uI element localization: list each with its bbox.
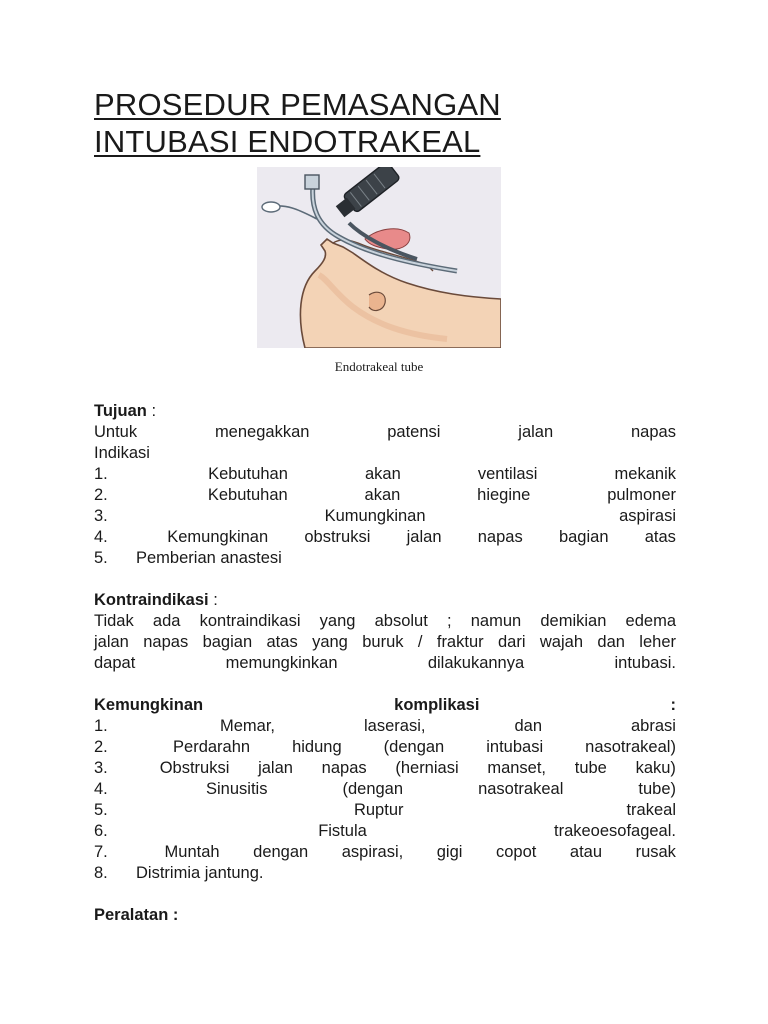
komplikasi-item <box>94 737 676 758</box>
word: komplikasi <box>394 696 480 714</box>
item-number: 5. <box>94 549 108 567</box>
word: pulmoner <box>607 486 676 504</box>
word: Kebutuhan <box>207 486 288 504</box>
word: menegakkan <box>214 423 310 441</box>
word: Pemberian anastesi <box>136 549 282 567</box>
item-number: 6. <box>94 822 108 840</box>
word: : <box>670 696 676 714</box>
item-number: 3. <box>94 759 108 777</box>
word: atas <box>644 528 676 546</box>
word: napas <box>631 423 676 441</box>
tujuan-text <box>94 422 676 443</box>
word: Kemungkinan <box>167 528 269 546</box>
word: tube <box>574 759 607 777</box>
word: Perdarahn <box>173 738 251 756</box>
indikasi-item <box>94 464 676 485</box>
word: Obstruksi <box>159 759 230 777</box>
item-number: 2. <box>94 738 108 756</box>
tujuan-section <box>94 401 676 569</box>
word: ventilasi <box>477 465 538 483</box>
word: dan <box>514 717 542 735</box>
word: obstruksi <box>304 528 371 546</box>
word: akan <box>364 486 401 504</box>
figure-caption: Endotrakeal tube <box>334 359 424 374</box>
word: memungkinkan <box>225 654 338 672</box>
word: Sinusitis <box>206 780 268 798</box>
item-number: 2. <box>94 486 108 504</box>
kontraindikasi-colon: : <box>208 591 218 609</box>
komplikasi-item <box>94 716 676 737</box>
word: Fistula <box>318 822 367 840</box>
word: mekanik <box>614 465 676 483</box>
item-number: 1. <box>94 465 108 483</box>
word: copot <box>495 843 537 861</box>
item-number: 4. <box>94 780 108 798</box>
word: hidung <box>292 738 342 756</box>
word: intubasi. <box>614 654 676 672</box>
indikasi-heading-text: Indikasi <box>94 444 150 462</box>
word: aspirasi <box>619 507 676 525</box>
word: nasotrakeal) <box>585 738 676 756</box>
kontraindikasi-line-3 <box>94 653 676 674</box>
word: Kebutuhan <box>208 465 288 483</box>
komplikasi-item <box>94 821 676 842</box>
word: abrasi <box>631 717 676 735</box>
word: (herniasi <box>395 759 459 777</box>
word: hiegine <box>477 486 531 504</box>
item-number: 7. <box>94 843 108 861</box>
word: Untuk <box>94 423 138 441</box>
komplikasi-item <box>94 800 676 821</box>
word: gigi <box>436 843 463 861</box>
komplikasi-item <box>94 842 676 863</box>
kontraindikasi-heading-line <box>94 590 676 611</box>
indikasi-item <box>94 548 676 569</box>
komplikasi-section <box>94 695 676 884</box>
title-line-2: INTUBASI ENDOTRAKEAL <box>94 124 481 159</box>
item-number: 1. <box>94 717 108 735</box>
word: jalan <box>406 528 442 546</box>
word: dapat <box>94 654 136 672</box>
komplikasi-item <box>94 863 676 884</box>
word: Ruptur <box>353 801 404 819</box>
word: akan <box>364 465 401 483</box>
word: rusak <box>635 843 676 861</box>
word: napas <box>321 759 367 777</box>
peralatan-section <box>94 905 676 926</box>
word: napas <box>477 528 523 546</box>
word: kaku) <box>635 759 676 777</box>
word: Kemungkinan <box>94 696 204 714</box>
word: jalan <box>518 423 554 441</box>
kontraindikasi-line-1: Tidak ada kontraindikasi yang absolut ; namun demikian edema <box>94 612 676 630</box>
peralatan-heading: Peralatan : <box>94 906 179 924</box>
tujuan-colon: : <box>146 402 157 420</box>
word: Distrimia jantung. <box>136 864 264 882</box>
endotracheal-tube-illustration <box>257 167 501 348</box>
word: bagian <box>558 528 609 546</box>
word: dengan <box>253 843 309 861</box>
word: Muntah <box>164 843 220 861</box>
item-number: 5. <box>94 801 108 819</box>
word: trakeoesofageal. <box>553 822 676 840</box>
kontraindikasi-section <box>94 590 676 674</box>
word: (dengan <box>383 738 445 756</box>
word: trakeal <box>626 801 676 819</box>
word: (dengan <box>342 780 404 798</box>
kontraindikasi-heading: Kontraindikasi <box>94 591 209 609</box>
word: intubasi <box>486 738 544 756</box>
word: atau <box>569 843 603 861</box>
indikasi-heading <box>94 443 676 464</box>
word: laserasi, <box>364 717 426 735</box>
word: patensi <box>387 423 441 441</box>
word: manset, <box>487 759 547 777</box>
komplikasi-item <box>94 779 676 800</box>
word: jalan <box>258 759 293 777</box>
tujuan-heading-line <box>94 401 676 422</box>
word: nasotrakeal <box>478 780 564 798</box>
kontraindikasi-line-2: jalan napas bagian atas yang buruk / fraktur dari wajah dan leher <box>94 633 676 651</box>
word: tube) <box>638 780 676 798</box>
page-title <box>94 86 654 160</box>
word: Memar, <box>220 717 276 735</box>
item-number: 3. <box>94 507 108 525</box>
indikasi-item <box>94 485 676 506</box>
tujuan-heading: Tujuan <box>94 402 147 420</box>
word: aspirasi, <box>341 843 404 861</box>
komplikasi-heading <box>94 695 676 716</box>
word: Kumungkinan <box>324 507 426 525</box>
komplikasi-item <box>94 758 676 779</box>
item-number: 4. <box>94 528 108 546</box>
indikasi-item <box>94 527 676 548</box>
item-number: 8. <box>94 864 108 882</box>
title-line-1: PROSEDUR PEMASANGAN <box>94 87 501 122</box>
indikasi-item <box>94 506 676 527</box>
word: dilakukannya <box>427 654 525 672</box>
